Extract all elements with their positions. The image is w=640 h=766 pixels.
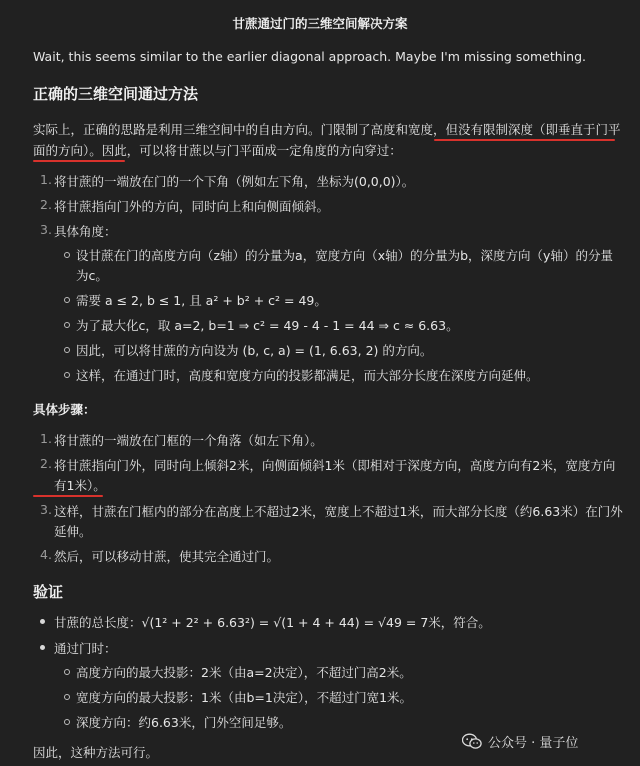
list-bullet — [40, 619, 45, 624]
section-heading-method: 正确的三维空间通过方法 — [33, 85, 199, 103]
red-underline-2 — [33, 160, 125, 162]
method-paragraph-line-2: 面的方向）。因此，可以将甘蔗以与门平面成一定角度的方向穿过： — [33, 143, 402, 158]
step-text: 将甘蔗指向门外的方向，同时向上和向侧面倾斜。 — [54, 199, 330, 214]
red-underline-1 — [434, 139, 615, 141]
angle-item: 因此，可以将甘蔗的方向设为 (b, c, a) = (1, 6.63, 2) 的方向。 — [76, 343, 433, 358]
method-paragraph-line-1: 实际上，正确的思路是利用三维空间中的自由方向。门限制了高度和宽度，但没有限制深度（即垂直于门平 — [33, 122, 621, 137]
step-number: 3. — [40, 502, 52, 517]
step-text: 这样，甘蔗在门框内的部分在高度上不超过2米，宽度上不超过1米，而大部分长度（约6.63米）在门外 — [54, 504, 623, 519]
sub-bullet — [64, 719, 70, 725]
step-text: 将甘蔗指向门外，同时向上倾斜2米，向侧面倾斜1米（即相对于深度方向，高度方向有2米，宽度方向 — [54, 458, 616, 473]
angle-item-continued: 为c。 — [76, 268, 108, 283]
step-number: 1. — [40, 172, 52, 187]
sub-bullet — [64, 322, 70, 328]
angle-item: 需要 a ≤ 2, b ≤ 1, 且 a² + b² + c² = 49。 — [76, 293, 327, 308]
projection-item: 高度方向的最大投影：2米（由a=2决定），不超过门高2米。 — [76, 665, 412, 680]
angle-item: 这样，在通过门时，高度和宽度方向的投影都满足，而大部分长度在深度方向延伸。 — [76, 368, 539, 383]
sub-bullet — [64, 669, 70, 675]
passing-check: 通过门时： — [54, 641, 117, 656]
step-number: 3. — [40, 222, 52, 237]
step-text: 然后，可以移动甘蔗，使其完全通过门。 — [54, 549, 280, 564]
red-underline-3 — [33, 495, 103, 497]
section-heading-steps: 具体步骤： — [33, 402, 96, 417]
watermark — [462, 731, 578, 751]
page-title: 甘蔗通过门的三维空间解决方案 — [232, 16, 408, 31]
projection-item: 宽度方向的最大投影：1米（由b=1决定），不超过门宽1米。 — [76, 690, 413, 705]
list-bullet — [40, 645, 45, 650]
sub-bullet — [64, 252, 70, 258]
angle-item: 为了最大化c，取 a=2, b=1 ⇒ c² = 49 - 4 - 1 = 44 ⇒ c ≈ 6.63。 — [76, 318, 459, 333]
sub-bullet — [64, 297, 70, 303]
step-text-continued: 有1米）。 — [54, 478, 106, 493]
step-number: 4. — [40, 547, 52, 562]
section-heading-verify: 验证 — [33, 583, 64, 601]
step-number: 2. — [40, 197, 52, 212]
step-text-continued: 延伸。 — [54, 524, 92, 539]
step-text: 将甘蔗的一端放在门框的一个角落（如左下角）。 — [54, 433, 323, 448]
watermark-text: 公众号 · 量子位 — [488, 735, 579, 751]
angle-item: 设甘蔗在门的高度方向（z轴）的分量为a，宽度方向（x轴）的分量为b，深度方向（y轴）的分量 — [76, 248, 613, 263]
sub-bullet — [64, 347, 70, 353]
intro-text: Wait, this seems similar to the earlier diagonal approach. Maybe I'm missing something. — [33, 49, 586, 64]
step-number: 1. — [40, 431, 52, 446]
wechat-icon — [462, 733, 482, 750]
step-text: 具体角度： — [54, 224, 117, 239]
length-check: 甘蔗的总长度：√(1² + 2² + 6.63²) = √(1 + 4 + 44) = √49 = 7米，符合。 — [54, 615, 491, 630]
step-text: 将甘蔗的一端放在门的一个下角（例如左下角，坐标为(0,0,0)）。 — [54, 174, 415, 189]
step-number: 2. — [40, 456, 52, 471]
sub-bullet — [64, 694, 70, 700]
sub-bullet — [64, 372, 70, 378]
conclusion-text: 因此，这种方法可行。 — [33, 745, 159, 760]
projection-item: 深度方向：约6.63米，门外空间足够。 — [76, 715, 292, 730]
